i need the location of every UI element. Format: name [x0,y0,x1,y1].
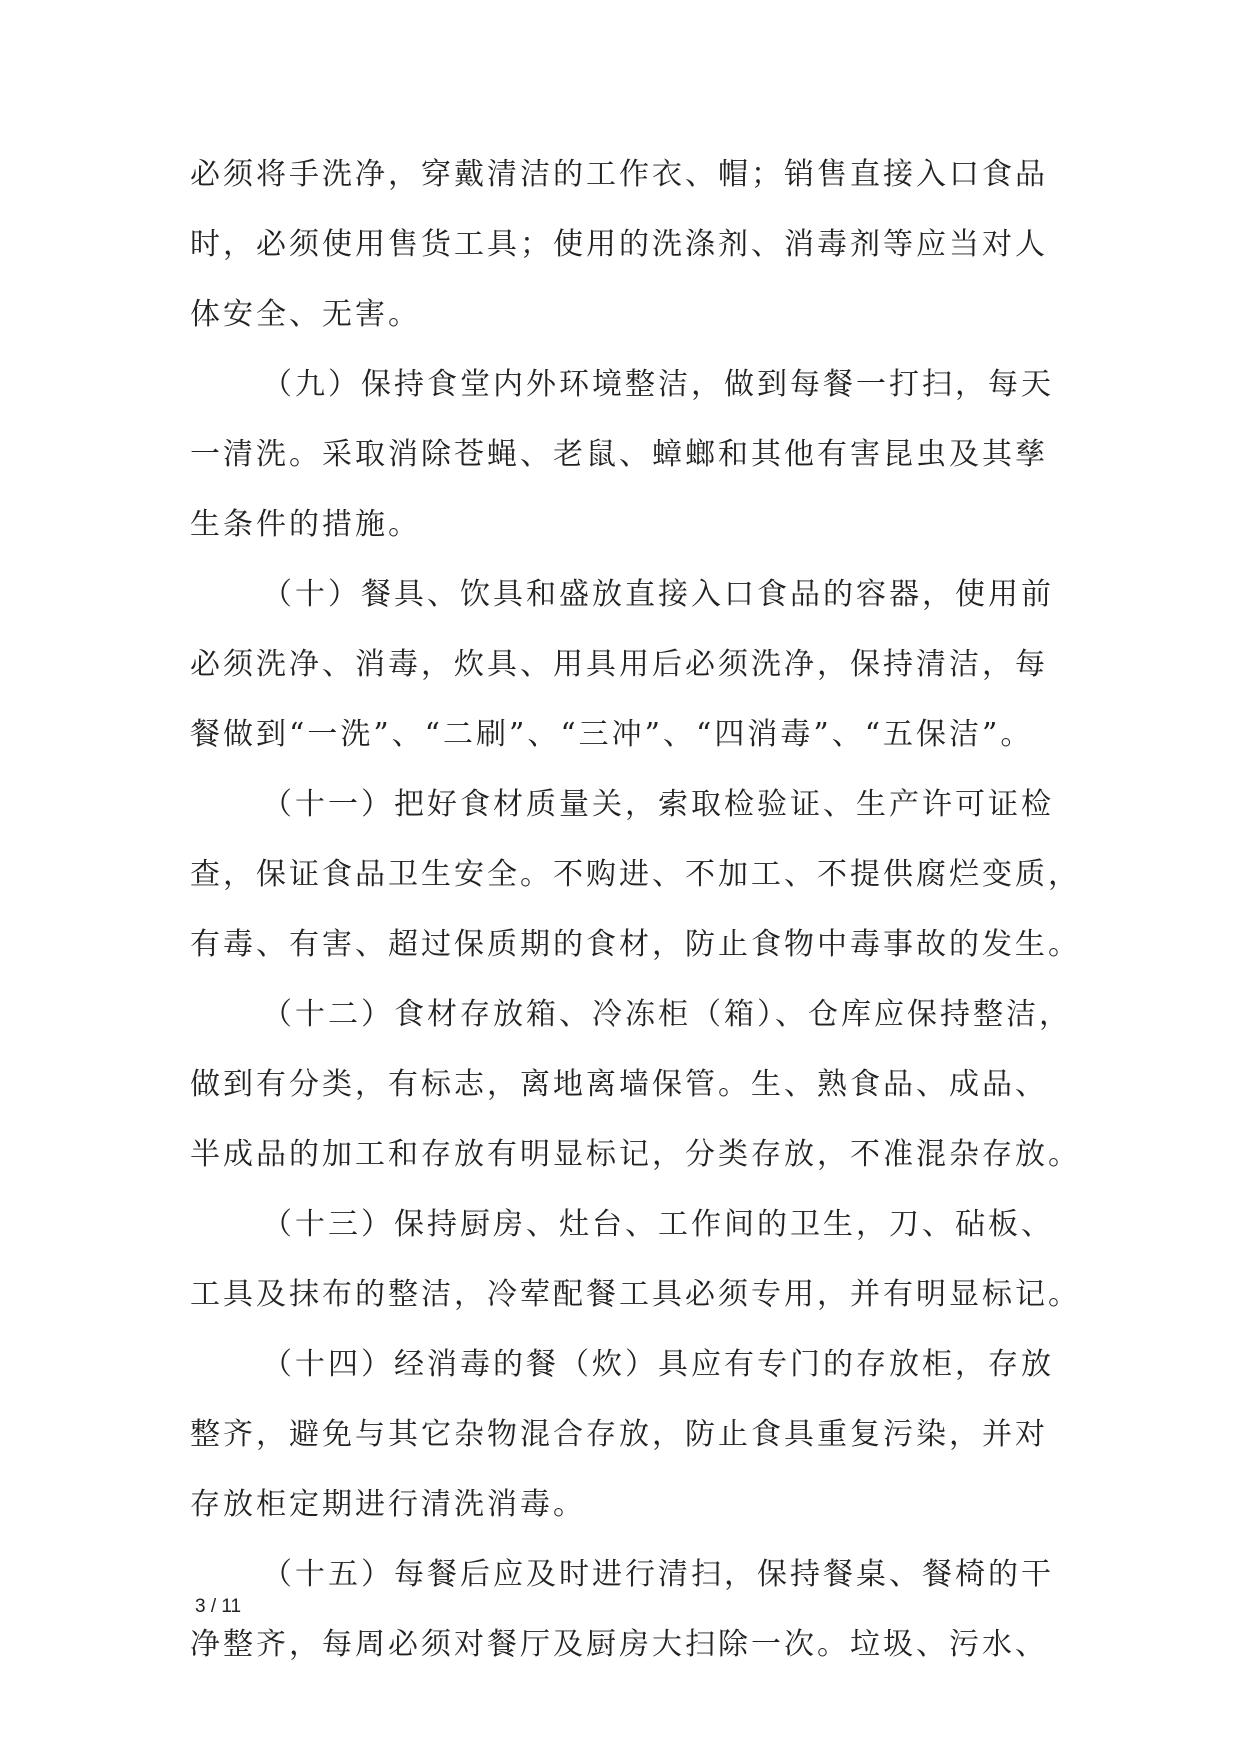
text-line: 生条件的措施。 [190,507,421,542]
text-line: 有毒、有害、超过保质期的食材，防止食物中毒事故的发生。 [190,927,1081,962]
text-line: 净整齐，每周必须对餐厅及厨房大扫除一次。垃圾、污水、 [190,1627,1048,1662]
text-line: 必须洗净、消毒，炊具、用具用后必须洗净，保持清洁，每 [190,647,1048,682]
text-line: 餐做到“一洗”、“二刷”、“三冲”、“四消毒”、“五保洁”。 [190,717,1034,752]
text-line: 时，必须使用售货工具；使用的洗涤剂、消毒剂等应当对人 [190,227,1048,262]
text-line: 做到有分类，有标志，离地离墙保管。生、熟食品、成品、 [190,1067,1048,1102]
page-number: 3 / 11 [195,1596,242,1617]
paragraph-heading-14: （十四）经消毒的餐（炊）具应有专门的存放柜，存放 [262,1347,1054,1382]
paragraph-heading-9: （九）保持食堂内外环境整洁，做到每餐一打扫，每天 [262,367,1054,402]
paragraph-heading-12: （十二）食材存放箱、冷冻柜（箱）、仓库应保持整洁， [262,997,1072,1032]
paragraph-heading-11: （十一）把好食材质量关，索取检验证、生产许可证检 [262,787,1054,822]
paragraph-heading-15: （十五）每餐后应及时进行清扫，保持餐桌、餐椅的干 [262,1557,1054,1592]
paragraph-heading-10: （十）餐具、饮具和盛放直接入口食品的容器，使用前 [262,577,1054,612]
text-line: 体安全、无害。 [190,297,421,332]
body-text [190,140,1081,1680]
text-line: 必须将手洗净，穿戴清洁的工作衣、帽；销售直接入口食品 [190,157,1048,192]
text-line: 存放柜定期进行清洗消毒。 [190,1487,586,1522]
text-line: 整齐，避免与其它杂物混合存放，防止食具重复污染，并对 [190,1417,1048,1452]
paragraph-heading-13: （十三）保持厨房、灶台、工作间的卫生，刀、砧板、 [262,1207,1054,1242]
text-line: 半成品的加工和存放有明显标记，分类存放，不准混杂存放。 [190,1137,1081,1172]
text-line: 查，保证食品卫生安全。不购进、不加工、不提供腐烂变质， [190,857,1081,892]
text-line: 工具及抹布的整洁，冷荤配餐工具必须专用，并有明显标记。 [190,1277,1081,1312]
text-line: 一清洗。采取消除苍蝇、老鼠、蟑螂和其他有害昆虫及其孳 [190,437,1048,472]
